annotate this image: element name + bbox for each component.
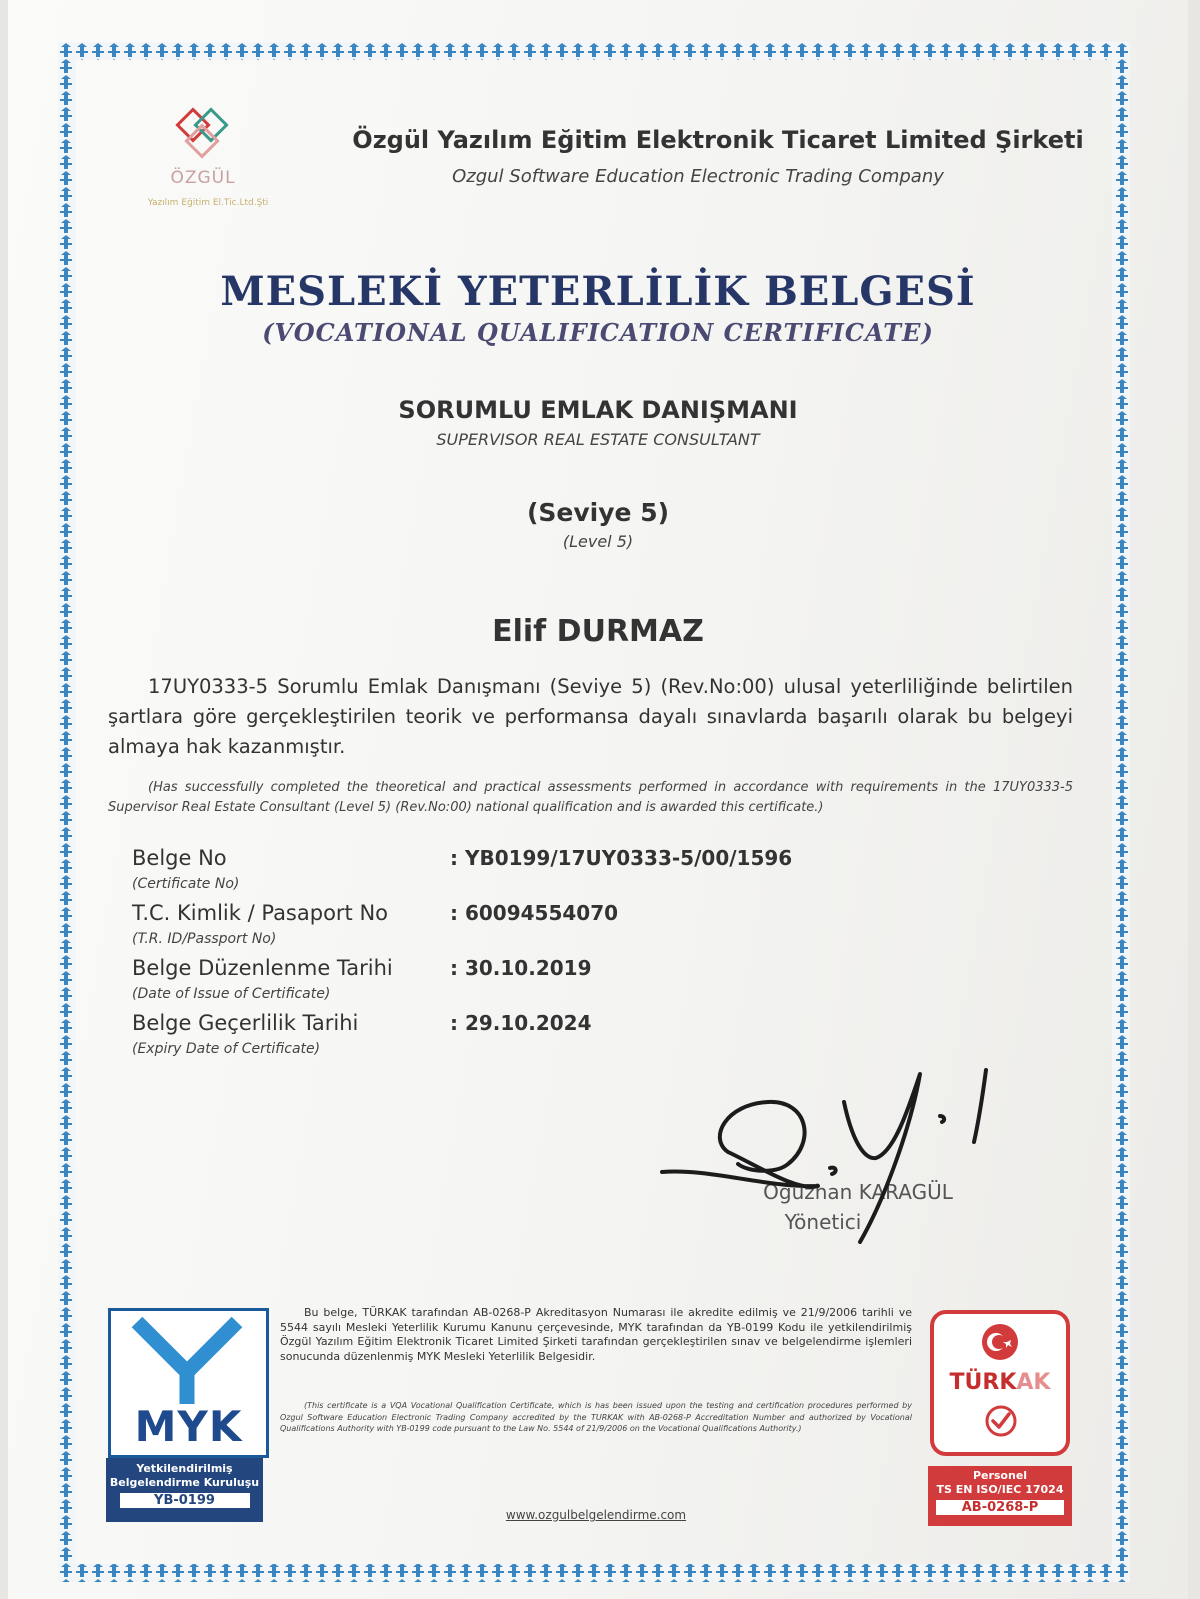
myk-band-line1: Yetkilendirilmiş [136,1462,233,1475]
detail-label: T.C. Kimlik / Pasaport No [132,901,389,925]
website-link[interactable]: www.ozgulbelgelendirme.com [505,1508,687,1522]
detail-label: Belge Düzenlenme Tarihi [132,956,393,980]
detail-row-issue-date [132,956,832,1010]
company-name-en: Ozgul Software Education Electronic Trading Company [452,166,944,187]
myk-code: YB-0199 [120,1493,250,1508]
myk-symbol-icon [131,1314,243,1404]
checkmark-icon [984,1404,1018,1438]
turkak-logo-text [930,1370,1070,1395]
legal-text-tr: Bu belge, TÜRKAK tarafından AB-0268-P Akreditasyon Numarası ile akredite edilmiş ve 21/9/2006 tarihli ve 5544 sayılı Mesleki Yeterlilik Kurumu Kanunu çerçevesinde, MYK tarafından da YB-0199 Kodu ile yetkilendirilmiş Özgül Yazılım Eğitim Elektronik Ticaret Limited Şirketi tarafından gerçekleştirilen sınav ve belgelendirme işlemleri sonucunda düzenlenmiş MYK Mesleki Yeterlilik Belgesidir. [280,1306,912,1363]
level-tr: (Seviye 5) [526,498,670,527]
description-en: (Has successfully completed the theoretical and practical assessments performed in accordance with requirements in the 17UY0333-5 Supervisor Real Estate Consultant (Level 5) (Rev.No:00) national qualification and is awarded this certificate.) [108,780,1073,815]
detail-value: : 60094554070 [450,901,619,925]
ozgul-logo-name: ÖZGÜL [170,168,236,188]
level-en: (Level 5) [562,532,634,551]
signatory-name: Oğuzhan KARAGÜL [763,1180,953,1204]
certificate-paper [8,0,1188,1599]
detail-value: : 30.10.2019 [450,956,592,980]
myk-band-line2: Belgelendirme Kuruluşu [109,1476,260,1489]
myk-logo-text: MYK [134,1402,243,1451]
detail-row-id-no [132,901,832,955]
turkish-flag-icon [980,1322,1020,1362]
detail-value: : 29.10.2024 [450,1011,592,1035]
occupation-tr: SORUMLU EMLAK DANIŞMANI [398,396,798,424]
detail-sublabel: (T.R. ID/Passport No) [132,931,277,947]
signatory-title: Yönetici [784,1210,862,1234]
detail-label: Belge Geçerlilik Tarihi [132,1011,359,1035]
occupation-en: SUPERVISOR REAL ESTATE CONSULTANT [436,430,760,449]
turkak-text-ak: AK [1016,1370,1051,1395]
turkak-text-turk: TÜRK [949,1370,1017,1395]
detail-sublabel: (Date of Issue of Certificate) [132,986,331,1002]
detail-row-certificate-no [132,846,832,900]
detail-sublabel: (Certificate No) [132,876,240,892]
ozgul-logo-subtitle: Yazılım Eğitim El.Tic.Ltd.Şti [147,198,269,208]
detail-label: Belge No [132,846,227,870]
detail-sublabel: (Expiry Date of Certificate) [132,1041,321,1057]
certificate-title-en: (VOCATIONAL QUALIFICATION CERTIFICATE) [262,318,934,347]
signature [648,1060,1008,1260]
detail-value: : YB0199/17UY0333-5/00/1596 [450,846,793,870]
holder-name: Elif DURMAZ [492,614,704,649]
certificate-title-tr: MESLEKİ YETERLİLİK BELGESİ [220,268,976,315]
description-tr: 17UY0333-5 Sorumlu Emlak Danışmanı (Seviye 5) (Rev.No:00) ulusal yeterliliğinde belirtilen şartlara göre gerçekleştirilen teorik ve performansa dayalı sınavlarda başarılı olarak bu belgeyi almaya hak kazanmıştır. [108,675,1073,758]
legal-text-en: (This certificate is a VQA Vocational Qualification Certificate, which is has been issued upon the testing and certification procedures performed by Ozgul Software Education Electronic Trading Company accredited by the TURKAK with AB-0268-P Accreditation Number and authorized by Vocational Qualifications Authority with YB-0199 code pursuant to the Law No. 5544 of 21/9/2006 on the Vocational Qualifications Authority.) [280,1401,912,1433]
turkak-code: AB-0268-P [936,1500,1064,1515]
detail-row-expiry-date [132,1011,832,1065]
turkak-band-line2: TS EN ISO/IEC 17024 [936,1483,1064,1496]
company-name-tr: Özgül Yazılım Eğitim Elektronik Ticaret Limited Şirketi [352,126,1084,154]
myk-accreditation-band [106,1458,263,1522]
ozgul-logo-icon [168,100,238,168]
turkak-accreditation-band [928,1466,1072,1526]
turkak-band-line1: Personel [972,1469,1028,1482]
